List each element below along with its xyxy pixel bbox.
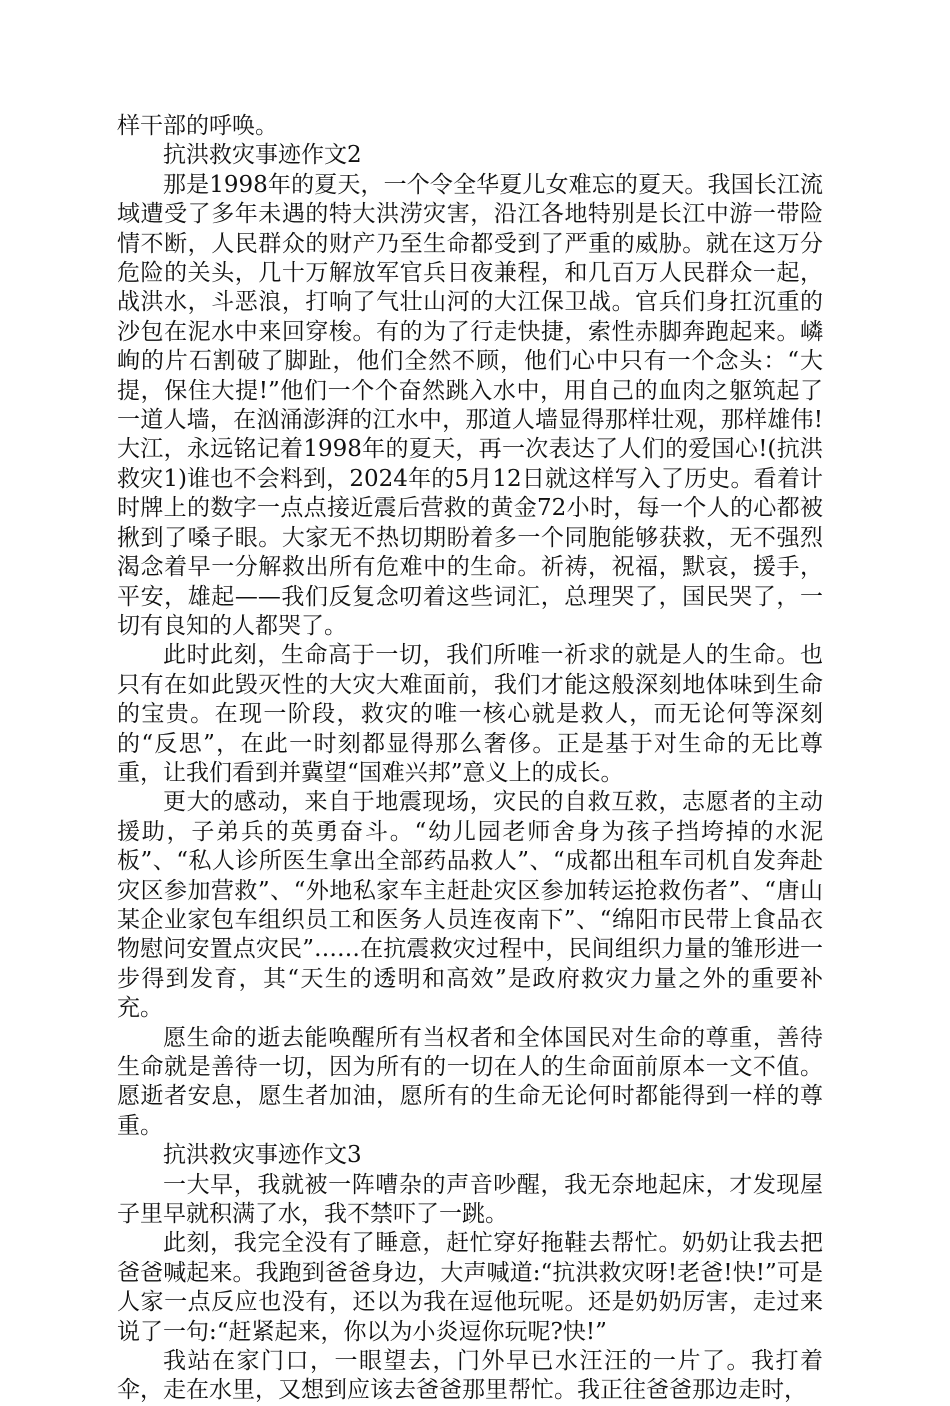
paragraph-continuation: 样干部的呼唤。 [117, 113, 278, 139]
paragraph: 一大早，我就被一阵嘈杂的声音吵醒，我无奈地起床，才发现屋子里早就积满了水，我不禁吓了一跳。 [117, 1171, 823, 1228]
paragraph: 此刻，我完全没有了睡意，赶忙穿好拖鞋去帮忙。奶奶让我去把爸爸喊起来。我跑到爸爸身边，大声喊道:“抗洪救灾呀!老爸!快!”可是人家一点反应也没有，还以为我在逗他玩呢。还是奶奶厉害，走过来说了一句:“赶紧起来，你以为小炎逗你玩呢?快!” [117, 1230, 823, 1345]
section-heading-3: 抗洪救灾事迹作文3 [163, 1142, 362, 1169]
paragraph: 我站在家门口，一眼望去，门外早已水汪汪的一片了。我打着伞，走在水里，又想到应该去爸爸那里帮忙。我正往爸爸那边走时， [117, 1348, 823, 1404]
paragraph: 此时此刻，生命高于一切，我们所唯一祈求的就是人的生命。也只有在如此毁灭性的大灾大难面前，我们才能这般深刻地体味到生命的宝贵。在现一阶段，救灾的唯一核心就是救人，而无论何等深刻的“反思”，在此一时刻都显得那么奢侈。正是基于对生命的无比尊重，让我们看到并冀望“国难兴邦”意义上的成长。 [117, 642, 823, 786]
document-page [117, 112, 823, 1406]
paragraph: 更大的感动，来自于地震现场，灾民的自救互救，志愿者的主动援助，子弟兵的英勇奋斗。“幼儿园老师舍身为孩子挡垮掉的水泥板”、“私人诊所医生拿出全部药品救人”、“成都出租车司机自发奔赴灾区参加营救”、“外地私家车主赶赴灾区参加转运抢救伤者”、“唐山某企业家包车组织员工和医务人员连夜南下”、“绵阳市民带上食品衣物慰问安置点灾民”……在抗震救灾过程中，民间组织力量的雏形进一步得到发育，其“天生的透明和高效”是政府救灾力量之外的重要补充。 [117, 789, 823, 1022]
paragraph: 愿生命的逝去能唤醒所有当权者和全体国民对生命的尊重，善待生命就是善待一切，因为所有的一切在人的生命面前原本一文不值。愿逝者安息，愿生者加油，愿所有的生命无论何时都能得到一样的尊重。 [117, 1024, 823, 1139]
paragraph: 那是1998年的夏天，一个令全华夏儿女难忘的夏天。我国长江流域遭受了多年未遇的特大洪涝灾害，沿江各地特别是长江中游一带险情不断，人民群众的财产乃至生命都受到了严重的威胁。就在这万分危险的关头，几十万解放军官兵日夜兼程，和几百万人民群众一起，战洪水，斗恶浪，打响了气壮山河的大江保卫战。官兵们身扛沉重的沙包在泥水中来回穿梭。有的为了行走快捷，索性赤脚奔跑起来。嶙峋的片石割破了脚趾，他们全然不顾，他们心中只有一个念头：“大提，保住大提!”他们一个个奋然跳入水中，用自己的血肉之躯筑起了一道人墙，在汹涌澎湃的江水中，那道人墙显得那样壮观，那样雄伟!大江，永远铭记着1998年的夏天，再一次表达了人们的爱国心!(抗洪救灾1)谁也不会料到，2024年的5月12日就这样写入了历史。看着计时牌上的数字一点点接近震后营救的黄金72小时，每一个人的心都被揪到了嗓子眼。大家无不热切期盼着多一个同胞能够获救，无不强烈渴念着早一分解救出所有危难中的生命。祈祷，祝福，默哀，援手，平安，雄起——我们反复念叨着这些词汇，总理哭了，国民哭了，一切有良知的人都哭了。 [117, 171, 823, 639]
section-heading-2: 抗洪救灾事迹作文2 [163, 142, 362, 169]
